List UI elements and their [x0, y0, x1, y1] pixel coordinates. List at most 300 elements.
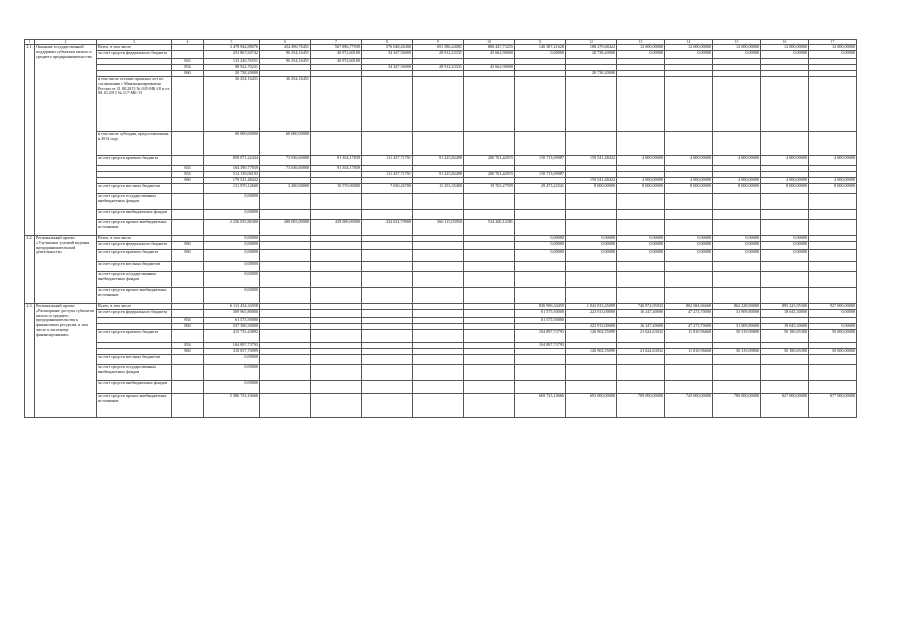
table-row	[25, 242, 857, 250]
amount-cell	[362, 394, 413, 418]
amount-cell: 253 867,60742	[204, 51, 260, 59]
amount-cell	[665, 210, 713, 220]
amount-cell	[617, 194, 665, 210]
amount-cell	[617, 77, 665, 132]
amount-cell	[713, 220, 761, 236]
amount-cell	[413, 381, 464, 394]
amount-cell: 0,00000	[617, 242, 665, 250]
header-cell: 7	[311, 40, 362, 45]
amount-cell: 61 575,50000	[515, 318, 566, 324]
amount-cell: 110 713,09087	[515, 172, 566, 178]
amount-cell: 20 738,20000	[566, 71, 617, 77]
amount-cell	[713, 272, 761, 288]
amount-cell: 16 247,40000	[617, 324, 665, 330]
budget-code	[172, 394, 204, 418]
amount-cell	[362, 272, 413, 288]
budget-code: 860	[172, 349, 204, 355]
amount-cell	[566, 210, 617, 220]
funding-source-label: за счет средств прочих внебюджетных источников	[97, 394, 172, 418]
amount-cell: 709 000,00000	[617, 394, 665, 418]
amount-cell: 0,00000	[515, 242, 566, 250]
funding-source-label: за счет средств государственных внебюджетных фондов	[97, 365, 172, 381]
amount-cell	[464, 355, 515, 365]
budget-code: 860	[172, 242, 204, 250]
amount-cell	[566, 194, 617, 210]
amount-cell: 133 226,76551	[204, 59, 260, 65]
amount-cell	[665, 365, 713, 381]
amount-cell	[617, 288, 665, 304]
amount-cell: 0,00000	[761, 250, 809, 262]
amount-cell: 20 738,20000	[204, 71, 260, 77]
amount-cell: 12 000,00000	[761, 45, 809, 51]
amount-cell	[566, 77, 617, 132]
amount-cell: 21 624,63032	[617, 330, 665, 343]
amount-cell	[617, 355, 665, 365]
amount-cell	[362, 381, 413, 394]
amount-cell: 0,00000	[566, 242, 617, 250]
budget-code: 860	[172, 71, 204, 77]
header-cell: 3	[97, 40, 172, 45]
funding-source-label: Всего, в том числе	[97, 236, 172, 242]
amount-cell	[362, 310, 413, 318]
amount-cell	[311, 272, 362, 288]
amount-cell	[260, 310, 311, 318]
amount-cell: 91 354,17839	[311, 156, 362, 166]
table-row	[25, 194, 857, 210]
amount-cell: 98 922,70231	[204, 65, 260, 71]
amount-cell: 567 896,77939	[311, 45, 362, 51]
budget-code: 854	[172, 172, 204, 178]
amount-cell: 131 970,12600	[204, 184, 260, 194]
table-row	[25, 310, 857, 318]
amount-cell	[362, 77, 413, 132]
amount-cell: 0,00000	[204, 272, 260, 288]
amount-cell	[311, 288, 362, 304]
amount-cell: 0,00000	[761, 242, 809, 250]
amount-cell: 8 000,00000	[761, 184, 809, 194]
amount-cell: 743 000,00000	[665, 394, 713, 418]
amount-cell: 126 902,55099	[566, 349, 617, 355]
amount-cell: 0,00000	[204, 250, 260, 262]
amount-cell: 73 036,60000	[260, 156, 311, 166]
amount-cell: 96 254,16451	[260, 59, 311, 65]
amount-cell	[413, 365, 464, 381]
amount-cell: 2 236 035,86300	[204, 220, 260, 236]
budget-code	[172, 365, 204, 381]
amount-cell: 36 254,16451	[204, 77, 260, 132]
amount-cell	[761, 365, 809, 381]
amount-cell	[464, 250, 515, 262]
table-row	[25, 156, 857, 166]
amount-cell	[311, 77, 362, 132]
amount-cell	[713, 132, 761, 156]
amount-cell: 61 575,50000	[515, 310, 566, 318]
amount-cell	[311, 242, 362, 250]
amount-cell	[713, 365, 761, 381]
amount-cell	[311, 355, 362, 365]
amount-cell	[761, 77, 809, 132]
table-row	[25, 365, 857, 381]
amount-cell: 29 473,22541	[515, 184, 566, 194]
funding-source-label: Всего, в том числе	[97, 304, 172, 310]
budget-code: 854	[172, 343, 204, 349]
amount-cell: 4 000,00000	[665, 156, 713, 166]
amount-cell: 61 575,50000	[204, 318, 260, 324]
amount-cell: 0,00000	[617, 236, 665, 242]
amount-cell: 45 662,90000	[464, 51, 515, 59]
amount-cell: 429 000,00000	[311, 220, 362, 236]
amount-cell: 111 437,71791	[362, 172, 413, 178]
amount-cell	[311, 310, 362, 318]
amount-cell	[713, 194, 761, 210]
amount-cell: 164 390,77839	[204, 166, 260, 172]
amount-cell: 693 000,00000	[566, 394, 617, 418]
amount-cell	[311, 262, 362, 272]
amount-cell: 11 810,96668	[665, 349, 713, 355]
header-cell: 16	[761, 40, 809, 45]
amount-cell: 8 000,00000	[566, 184, 617, 194]
section-number: 2.2.	[25, 236, 35, 304]
amount-cell: 179 541,48422	[204, 178, 260, 184]
funding-source-label: за счет средств прочих внебюджетных источников	[97, 288, 172, 304]
funding-source-label: за счет средств краевого бюджета	[97, 330, 172, 343]
budget-code	[172, 272, 204, 288]
amount-cell	[515, 272, 566, 288]
amount-cell	[260, 272, 311, 288]
amount-cell	[809, 381, 857, 394]
amount-cell: 927 000,00000	[809, 304, 857, 310]
amount-cell: 691 586,44081	[413, 45, 464, 51]
funding-source-label: за счет средств прочих внебюджетных источников	[97, 220, 172, 236]
amount-cell: 827 000,00000	[761, 394, 809, 418]
amount-cell	[413, 310, 464, 318]
amount-cell: 18 045,30000	[761, 310, 809, 318]
budget-code: 860	[172, 324, 204, 330]
amount-cell: 50 180,65300	[761, 349, 809, 355]
amount-cell	[617, 262, 665, 272]
amount-cell	[665, 288, 713, 304]
table-row	[25, 381, 857, 394]
header-cell: 15	[713, 40, 761, 45]
amount-cell	[311, 132, 362, 156]
amount-cell: 4 000,00000	[617, 178, 665, 184]
amount-cell: 60 000,00000	[260, 132, 311, 156]
amount-cell: 534 260,12381	[464, 220, 515, 236]
amount-cell	[413, 288, 464, 304]
amount-cell	[464, 330, 515, 343]
amount-cell	[809, 272, 857, 288]
amount-cell: 0,00000	[204, 381, 260, 394]
amount-cell	[713, 381, 761, 394]
amount-cell: 858 071,22434	[204, 156, 260, 166]
table-row	[25, 77, 857, 132]
amount-cell	[713, 210, 761, 220]
amount-cell: 454 496,76451	[260, 45, 311, 51]
amount-cell	[413, 355, 464, 365]
table-row	[25, 394, 857, 418]
amount-cell	[413, 272, 464, 288]
amount-cell: 6 113 434,34558	[204, 304, 260, 310]
header-cell: 14	[665, 40, 713, 45]
header-cell: 17	[809, 40, 857, 45]
amount-cell	[362, 355, 413, 365]
amount-cell: 12 000,00000	[617, 45, 665, 51]
amount-cell	[362, 330, 413, 343]
header-cell: 10	[464, 40, 515, 45]
amount-cell: 11 353,35400	[413, 184, 464, 194]
amount-cell: 780 000,00000	[713, 394, 761, 418]
amount-cell: 223 013,00000	[566, 310, 617, 318]
amount-cell	[464, 262, 515, 272]
amount-cell: 50 319,09800	[713, 349, 761, 355]
budget-table	[24, 39, 857, 418]
amount-cell: 0,00000	[204, 262, 260, 272]
amount-cell	[413, 262, 464, 272]
amount-cell	[515, 194, 566, 210]
amount-cell	[809, 288, 857, 304]
funding-source-label: за счет средств федерального бюджета	[97, 310, 172, 318]
amount-cell	[713, 262, 761, 272]
amount-cell: 4 000,00000	[713, 156, 761, 166]
amount-cell	[809, 194, 857, 210]
budget-code: 860	[172, 250, 204, 262]
amount-cell	[464, 77, 515, 132]
amount-cell: 0,00000	[665, 250, 713, 262]
amount-cell	[809, 77, 857, 132]
amount-cell: 895 225,95300	[761, 304, 809, 310]
amount-cell: 104 897,73793	[515, 343, 566, 349]
table-row	[25, 210, 857, 220]
amount-cell	[464, 288, 515, 304]
amount-cell: 432 632,70900	[362, 220, 413, 236]
amount-cell: 8 000,00000	[809, 184, 857, 194]
amount-cell	[515, 355, 566, 365]
amount-cell	[713, 355, 761, 365]
amount-cell	[260, 194, 311, 210]
amount-cell: 802 084,66668	[665, 304, 713, 310]
amount-cell: 0,00000	[204, 355, 260, 365]
amount-cell: 0,00000	[617, 250, 665, 262]
amount-cell: 0,00000	[713, 236, 761, 242]
amount-cell	[761, 272, 809, 288]
amount-cell: 1 043 815,45099	[566, 304, 617, 310]
amount-cell	[515, 381, 566, 394]
amount-cell: 159 541,48422	[566, 156, 617, 166]
amount-cell: 4 000,00000	[809, 156, 857, 166]
amount-cell: 104 897,73793	[204, 343, 260, 349]
amount-cell: 28 912,23331	[413, 51, 464, 59]
amount-cell: 91 354,17839	[311, 166, 362, 172]
funding-source-label: за счет средств внебюджетных фондов	[97, 210, 172, 220]
table-row	[25, 250, 857, 262]
amount-cell: 5 386 733,10666	[204, 394, 260, 418]
table-row	[25, 288, 857, 304]
header-cell: 9	[413, 40, 464, 45]
amount-cell	[260, 365, 311, 381]
amount-cell	[311, 250, 362, 262]
amount-cell	[809, 132, 857, 156]
amount-cell: 111 437,71791	[362, 156, 413, 166]
amount-cell: 0,00000	[515, 236, 566, 242]
amount-cell	[413, 250, 464, 262]
funding-source-label: за счет средств местных бюджетов	[97, 262, 172, 272]
amount-cell	[464, 310, 515, 318]
header-cell: 8	[362, 40, 413, 45]
amount-cell: 31 909,80000	[713, 324, 761, 330]
amount-cell: 8 000,00000	[713, 184, 761, 194]
header-cell: 13	[617, 40, 665, 45]
amount-cell: 7 630,26700	[362, 184, 413, 194]
amount-cell	[260, 210, 311, 220]
amount-cell: 4 000,00000	[761, 178, 809, 184]
amount-cell	[566, 381, 617, 394]
amount-cell: 0,00000	[515, 250, 566, 262]
amount-cell	[665, 220, 713, 236]
amount-cell	[515, 288, 566, 304]
section-title: Региональный проект «Улучшение условий ведения предпринимательской деятельности»	[35, 236, 97, 304]
amount-cell: 21 624,63032	[617, 349, 665, 355]
amount-cell	[515, 77, 566, 132]
amount-cell: 4 000,00000	[713, 178, 761, 184]
amount-cell	[566, 355, 617, 365]
amount-cell	[809, 242, 857, 250]
amount-cell	[809, 262, 857, 272]
amount-cell	[665, 272, 713, 288]
amount-cell	[464, 132, 515, 156]
amount-cell	[362, 262, 413, 272]
budget-code	[172, 288, 204, 304]
amount-cell	[713, 288, 761, 304]
amount-cell: 310 837,70099	[204, 349, 260, 355]
amount-cell: 0,00000	[204, 194, 260, 210]
amount-cell	[566, 272, 617, 288]
amount-cell: 47 273,70000	[665, 310, 713, 318]
amount-cell	[311, 194, 362, 210]
amount-cell: 36 254,16451	[260, 77, 311, 132]
amount-cell: 188 279,68422	[566, 45, 617, 51]
amount-cell: 31 909,80000	[713, 310, 761, 318]
amount-cell: 669 723,10666	[515, 394, 566, 418]
amount-cell	[566, 132, 617, 156]
funding-source-label: за счет средств краевого бюджета	[97, 250, 172, 262]
budget-code	[172, 156, 204, 166]
table-row	[25, 262, 857, 272]
section-title: Региональный проект «Расширение доступа субъектов малого и среднего предпринимательства к финансовым ресурсам, в том числе к льготному финансированию»	[35, 304, 97, 418]
amount-cell: 415 735,43892	[204, 330, 260, 343]
amount-cell: 0,00000	[809, 51, 857, 59]
amount-cell: 19 763,27959	[464, 184, 515, 194]
table-row	[25, 220, 857, 236]
header-cell: 4	[172, 40, 204, 45]
amount-cell	[665, 355, 713, 365]
amount-cell: 3 200,00000	[260, 184, 311, 194]
amount-cell	[362, 365, 413, 381]
section-number: 2.1.	[25, 45, 35, 236]
amount-cell	[260, 242, 311, 250]
amount-cell: 0,00000	[515, 51, 566, 59]
budget-code	[172, 355, 204, 365]
amount-cell	[617, 210, 665, 220]
budget-code: 843	[172, 166, 204, 172]
amount-cell: 12 000,00000	[809, 45, 857, 51]
amount-cell: 4 000,00000	[809, 178, 857, 184]
amount-cell: 877 000,00000	[809, 394, 857, 418]
amount-cell	[260, 262, 311, 272]
amount-cell: 0,00000	[809, 310, 857, 318]
amount-cell	[515, 132, 566, 156]
amount-cell	[260, 250, 311, 262]
amount-cell	[515, 220, 566, 236]
amount-cell	[515, 262, 566, 272]
amount-cell	[362, 194, 413, 210]
amount-cell: 514 139,06193	[204, 172, 260, 178]
amount-cell	[761, 210, 809, 220]
amount-cell: 10 570,00000	[311, 184, 362, 194]
header-cell: 2	[35, 40, 97, 45]
amount-cell: 0,00000	[809, 324, 857, 330]
amount-cell: 0,00000	[566, 250, 617, 262]
budget-code: 854	[172, 65, 204, 71]
amount-cell: 4 000,00000	[617, 156, 665, 166]
header-cell: 6	[260, 40, 311, 45]
amount-cell: 0,00000	[204, 210, 260, 220]
amount-cell: 0,00000	[665, 236, 713, 242]
amount-cell: 36 972,60100	[311, 51, 362, 59]
amount-cell: 20 738,20000	[566, 51, 617, 59]
amount-cell	[761, 132, 809, 156]
amount-cell: 34 347,56900	[362, 51, 413, 59]
amount-cell	[464, 365, 515, 381]
section-number: 2.3.	[25, 304, 35, 418]
table-row	[25, 132, 857, 156]
amount-cell	[617, 132, 665, 156]
funding-source-label: в том числе субсидия, предоставленная в 2014 году	[97, 132, 172, 156]
amount-cell: 0,00000	[665, 242, 713, 250]
budget-code: 860	[172, 178, 204, 184]
funding-source-label: за счет средств федерального бюджета	[97, 51, 172, 59]
amount-cell: 0,00000	[204, 288, 260, 304]
amount-cell	[761, 288, 809, 304]
amount-cell	[413, 242, 464, 250]
amount-cell: 28 912,23331	[413, 65, 464, 71]
amount-cell	[761, 381, 809, 394]
amount-cell	[617, 220, 665, 236]
amount-cell: 126 902,55099	[566, 330, 617, 343]
amount-cell	[665, 194, 713, 210]
amount-cell: 746 872,05032	[617, 304, 665, 310]
amount-cell	[464, 394, 515, 418]
amount-cell: 50 000,00000	[809, 330, 857, 343]
amount-cell	[809, 210, 857, 220]
amount-cell	[260, 381, 311, 394]
amount-cell: 223 913,00000	[566, 324, 617, 330]
amount-cell: 110 713,09087	[515, 156, 566, 166]
amount-cell	[413, 194, 464, 210]
amount-cell: 4 000,00000	[761, 156, 809, 166]
amount-cell: 45 662,90000	[464, 65, 515, 71]
amount-cell	[566, 365, 617, 381]
amount-cell: 12 000,00000	[713, 45, 761, 51]
budget-code	[172, 184, 204, 194]
amount-cell: 18 045,30000	[761, 324, 809, 330]
amount-cell	[311, 394, 362, 418]
amount-cell: 47 273,70000	[665, 324, 713, 330]
budget-code	[172, 381, 204, 394]
amount-cell	[413, 210, 464, 220]
amount-cell: 0,00000	[713, 242, 761, 250]
amount-cell	[413, 132, 464, 156]
budget-code	[172, 220, 204, 236]
